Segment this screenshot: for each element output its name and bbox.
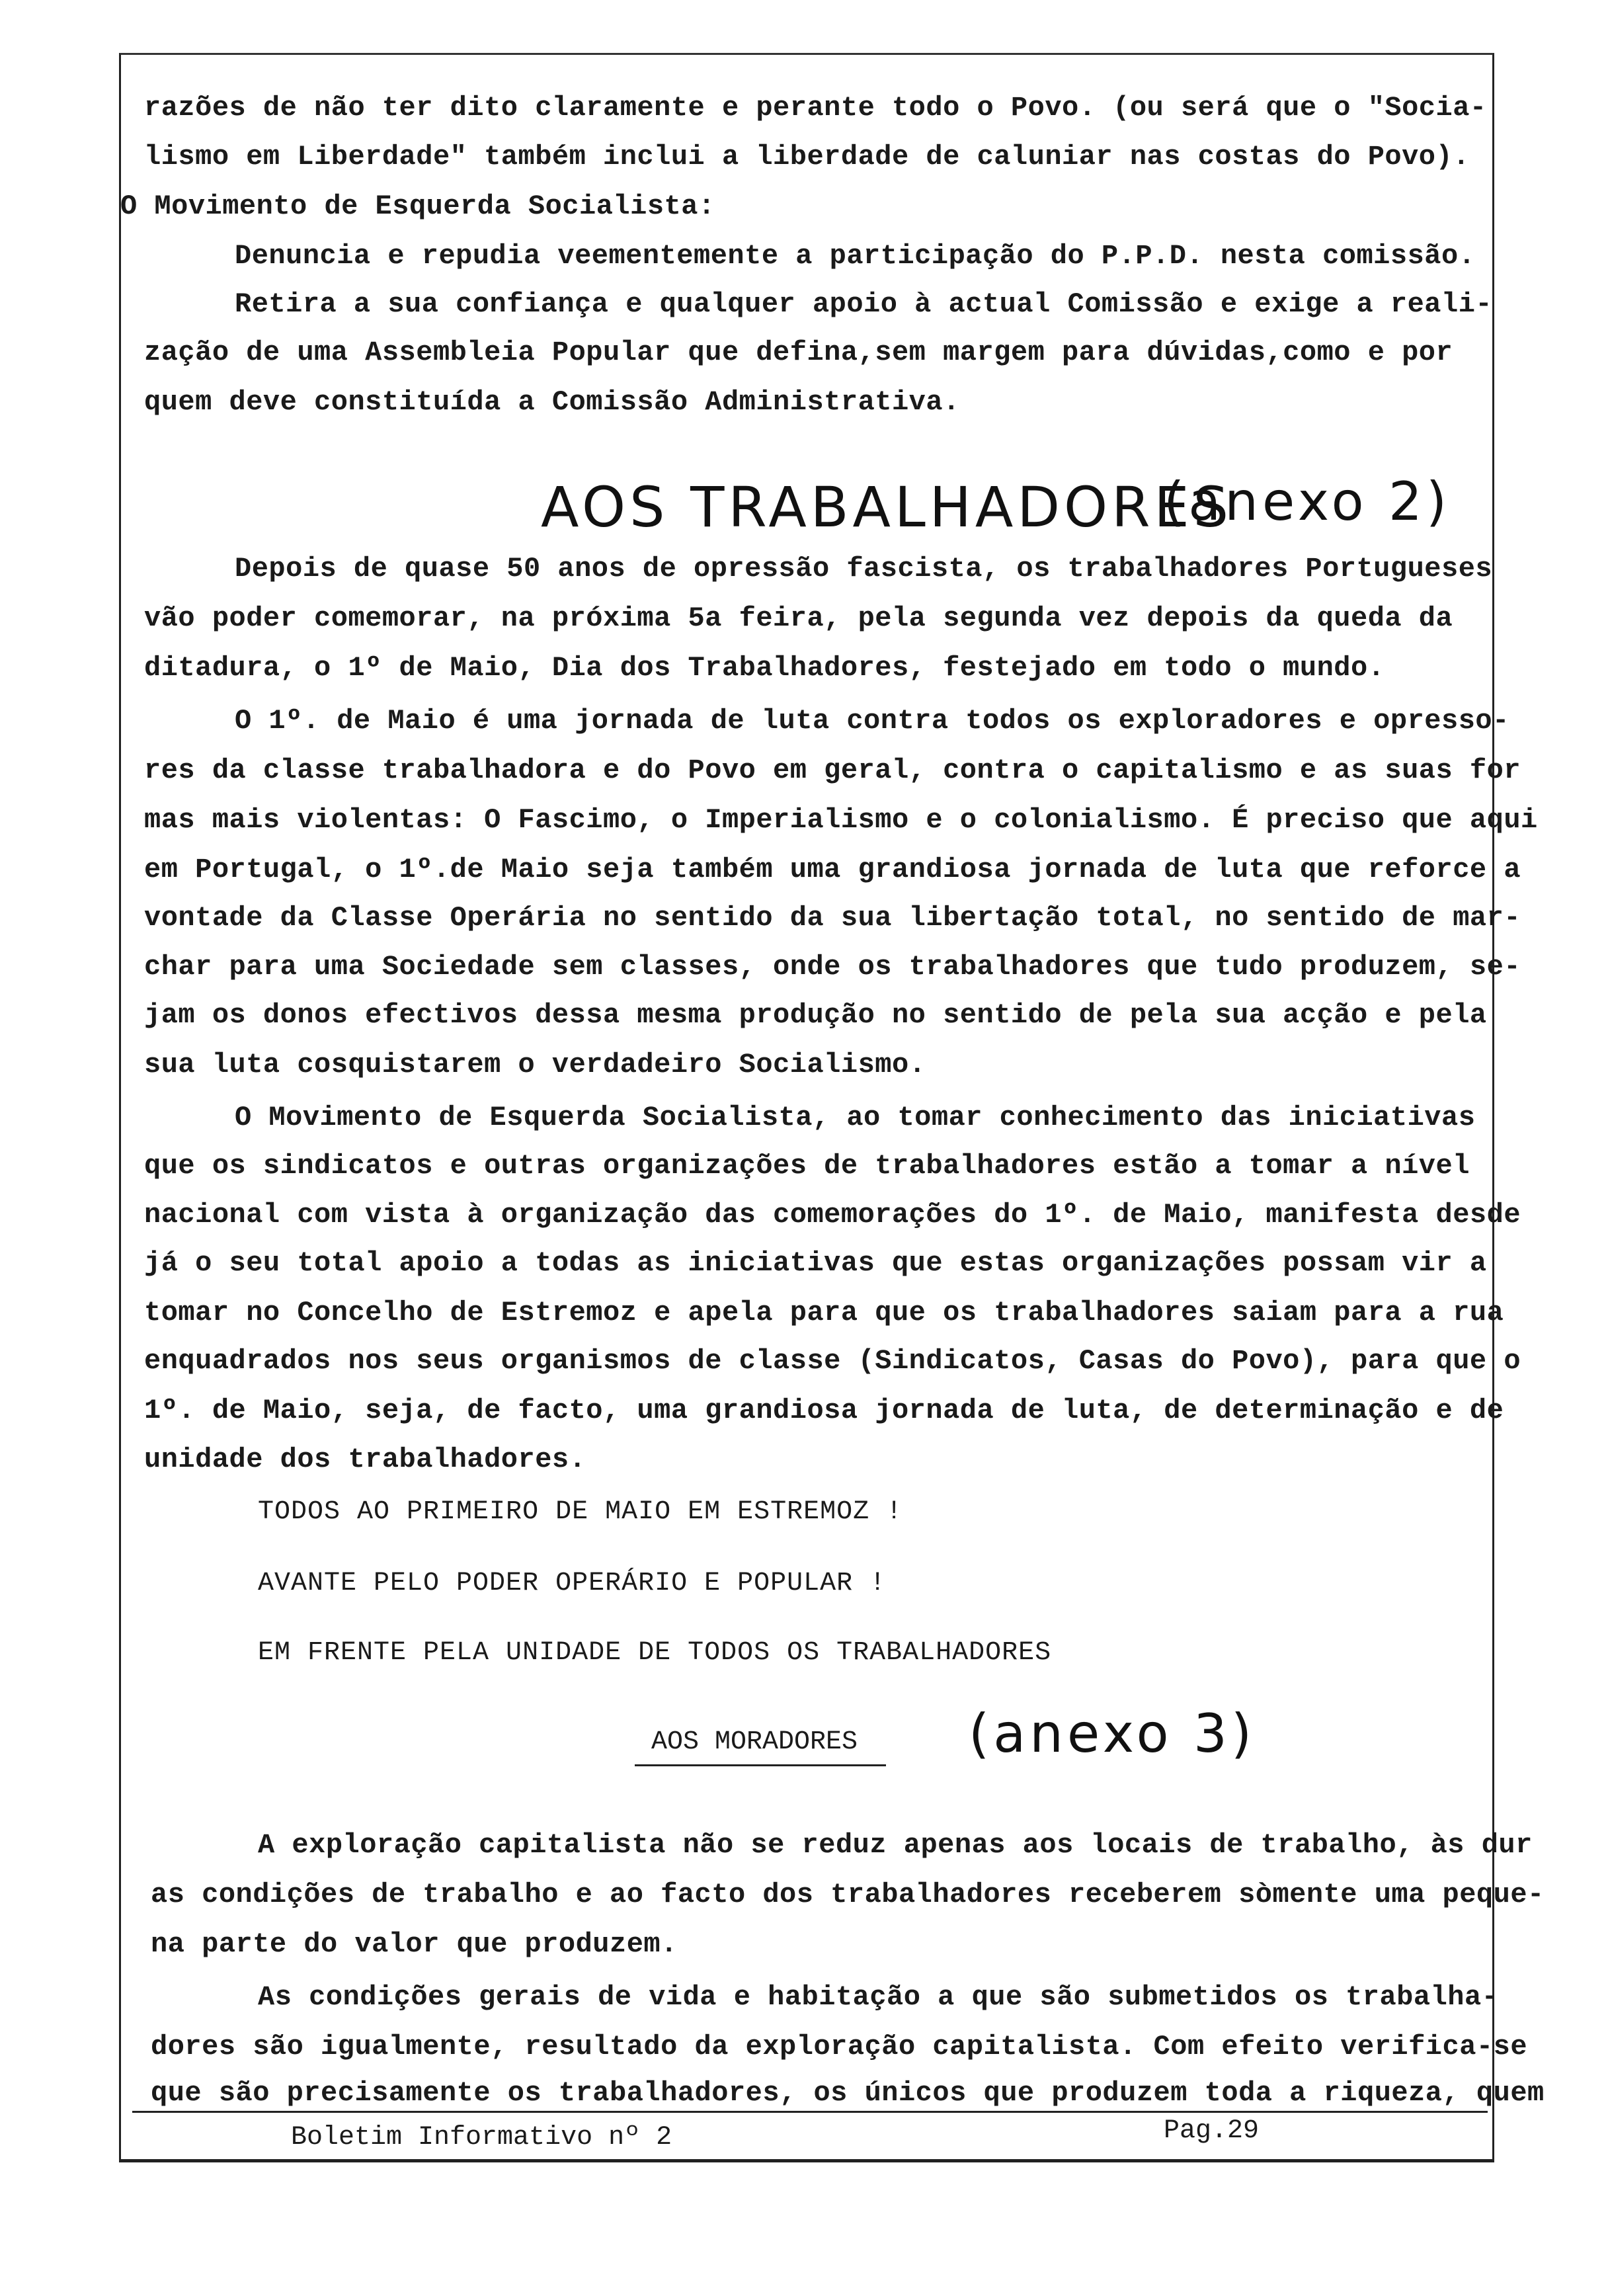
text-line: que são precisamente os trabalhadores, os únicos que produzem toda a riqueza, quem (151, 2077, 1545, 2109)
section-title-trabalhadores: AOS TRABALHADORES (541, 475, 1232, 540)
text-line: vontade da Classe Operária no sentido da sua libertação total, no sentido de mar- (144, 902, 1521, 934)
text-line: res da classe trabalhadora e do Povo em geral, contra o capitalismo e as suas for (144, 755, 1521, 786)
text-line: Denuncia e repudia veementemente a participação do P.P.D. nesta comissão. (235, 240, 1476, 272)
slogan: EM FRENTE PELA UNIDADE DE TODOS OS TRABALHADORES (258, 1638, 1052, 1668)
text-line: Depois de quase 50 anos de opressão fascista, os trabalhadores Portugueses (235, 553, 1493, 585)
annex-note-2: (anexo 2) (1164, 471, 1451, 532)
text-line: quem deve constituída a Comissão Administrativa. (144, 386, 960, 418)
text-line: mas mais violentas: O Fascimo, o Imperialismo e o colonialismo. É preciso que aqui (144, 804, 1538, 836)
text-line: em Portugal, o 1º.de Maio seja também uma grandiosa jornada de luta que reforce a (144, 854, 1521, 885)
footer-publication: Boletim Informativo nº 2 (291, 2123, 672, 2152)
text-line: as condições de trabalho e ao facto dos trabalhadores receberem sòmente uma peque- (151, 1879, 1545, 1910)
slogan: TODOS AO PRIMEIRO DE MAIO EM ESTREMOZ ! (258, 1497, 903, 1527)
annex-note-3: (anexo 3) (969, 1703, 1256, 1764)
text-line: O Movimento de Esquerda Socialista: (120, 190, 715, 222)
text-line: char para uma Sociedade sem classes, onde os trabalhadores que tudo produzem, se- (144, 951, 1521, 983)
text-line: O 1º. de Maio é uma jornada de luta contra todos os exploradores e opresso- (235, 705, 1509, 737)
text-line: razões de não ter dito claramente e perante todo o Povo. (ou será que o "Socia- (144, 92, 1487, 124)
footer-page-number: Pag.29 (1164, 2116, 1260, 2146)
text-line: 1º. de Maio, seja, de facto, uma grandiosa jornada de luta, de determinação e de (144, 1395, 1504, 1426)
text-line: Retira a sua confiança e qualquer apoio à actual Comissão e exige a reali- (235, 288, 1493, 320)
text-line: unidade dos trabalhadores. (144, 1444, 586, 1475)
text-line: nacional com vista à organização das comemorações do 1º. de Maio, manifesta desde (144, 1199, 1521, 1231)
footer-divider (132, 2111, 1488, 2113)
text-line: enquadrados nos seus organismos de classe (Sindicatos, Casas do Povo), para que o (144, 1345, 1521, 1377)
text-line: vão poder comemorar, na próxima 5a feira, pela segunda vez depois da queda da (144, 602, 1453, 634)
slogan: AVANTE PELO PODER OPERÁRIO E POPULAR ! (258, 1569, 887, 1598)
text-line: tomar no Concelho de Estremoz e apela para que os trabalhadores saiam para a rua (144, 1297, 1504, 1329)
text-line: que os sindicatos e outras organizações de trabalhadores estão a tomar a nível (144, 1150, 1470, 1182)
text-line: lismo em Liberdade" também inclui a liberdade de caluniar nas costas do Povo). (144, 141, 1470, 173)
section-title-moradores: AOS MORADORES (651, 1727, 858, 1757)
text-line: O Movimento de Esquerda Socialista, ao tomar conhecimento das iniciativas (235, 1102, 1476, 1133)
text-line: sua luta cosquistarem o verdadeiro Socialismo. (144, 1049, 926, 1081)
text-line: já o seu total apoio a todas as iniciativas que estas organizações possam vir a (144, 1247, 1487, 1279)
text-line: na parte do valor que produzem. (151, 1928, 678, 1960)
text-line: As condições gerais de vida e habitação a que são submetidos os trabalha- (258, 1981, 1499, 2013)
text-line: zação de uma Assembleia Popular que defina,sem margem para dúvidas,como e por (144, 337, 1453, 368)
text-line: A exploração capitalista não se reduz apenas aos locais de trabalho, às dur (258, 1829, 1533, 1861)
text-line: jam os donos efectivos dessa mesma produção no sentido de pela sua acção e pela (144, 999, 1487, 1031)
text-line: dores são igualmente, resultado da exploração capitalista. Com efeito verifica-se (151, 2031, 1528, 2063)
text-line: ditadura, o 1º de Maio, Dia dos Trabalhadores, festejado em todo o mundo. (144, 652, 1385, 684)
title-underline (635, 1764, 886, 1766)
